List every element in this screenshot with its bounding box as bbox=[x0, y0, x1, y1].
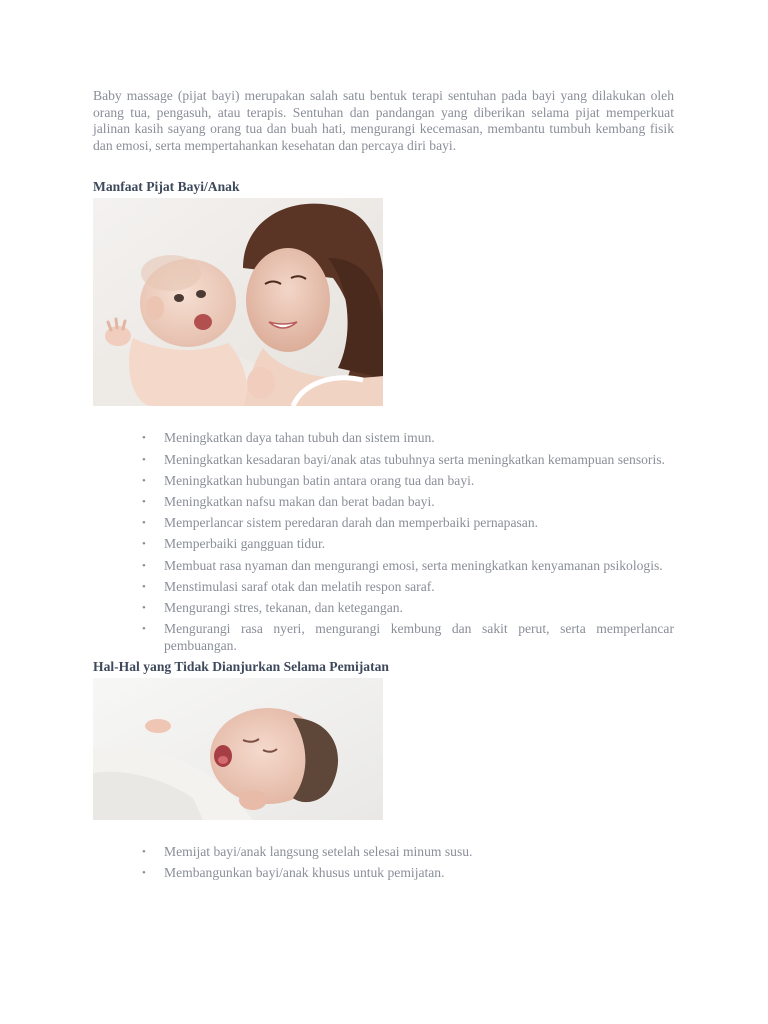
list-item-text: Mengurangi rasa nyeri, mengurangi kembung dan sakit perut, serta memperlancar pembuangan. bbox=[164, 621, 674, 653]
list-item-text: Mengurangi stres, tekanan, dan ketegangan. bbox=[164, 599, 403, 615]
bullet-glyph: • bbox=[142, 432, 146, 445]
bullet-glyph: • bbox=[142, 580, 146, 593]
list-item bbox=[142, 557, 674, 575]
bullet-glyph: • bbox=[142, 495, 146, 508]
list-item bbox=[142, 599, 674, 617]
bullet-glyph: • bbox=[142, 623, 146, 636]
list-item-text: Meningkatkan nafsu makan dan berat badan bayi. bbox=[164, 493, 435, 509]
list-item-text: Memperbaiki gangguan tidur. bbox=[164, 536, 326, 552]
list-item bbox=[142, 621, 674, 654]
list-item bbox=[142, 578, 674, 596]
list-item bbox=[142, 865, 674, 882]
bullet-glyph: • bbox=[142, 538, 146, 551]
list-item bbox=[142, 430, 674, 447]
list-item bbox=[142, 451, 674, 469]
list-item bbox=[142, 472, 674, 490]
bullet-glyph: • bbox=[142, 474, 146, 487]
list-item-text: Memperlancar sistem peredaran darah dan memperbaiki pernapasan. bbox=[164, 515, 539, 531]
bullet-glyph: • bbox=[142, 867, 146, 880]
list-item bbox=[142, 493, 674, 511]
document-content bbox=[93, 88, 674, 886]
list-item-text: Menstimulasi saraf otak dan melatih respon saraf. bbox=[164, 578, 435, 594]
intro-paragraph: Baby massage (pijat bayi) merupakan salah satu bentuk terapi sentuhan pada bayi yang dilakukan oleh orang tua, pengasuh, atau terapis. Sentuhan dan pandangan yang diberikan selama pijat memperkuat jalinan kasih sayang orang tua dan buah hati, mengurangi kecemasan, membantu tumbuh kembang fisik dan emosi, serta mempertahankan kesehatan dan percaya diri bayi. bbox=[93, 88, 674, 153]
list-item bbox=[142, 843, 674, 861]
list-item-text: Meningkatkan kesadaran bayi/anak atas tubuhnya serta meningkatkan kemampuan sensoris. bbox=[164, 451, 665, 467]
bullet-glyph: • bbox=[142, 845, 146, 858]
section-heading-not-recommended: Hal-Hal yang Tidak Dianjurkan Selama Pemijatan bbox=[93, 658, 389, 674]
mother-and-baby-photo bbox=[93, 198, 383, 406]
not-recommended-list bbox=[93, 844, 674, 882]
list-item-text: Membuat rasa nyaman dan mengurangi emosi, serta meningkatkan kenyamanan psikologis. bbox=[164, 557, 663, 573]
crying-baby-photo bbox=[93, 678, 383, 820]
bullet-glyph: • bbox=[142, 559, 146, 572]
benefits-list bbox=[93, 430, 674, 654]
section-heading-benefits: Manfaat Pijat Bayi/Anak bbox=[93, 179, 240, 195]
bullet-glyph: • bbox=[142, 453, 146, 466]
list-item-text: Memijat bayi/anak langsung setelah selesai minum susu. bbox=[164, 843, 473, 859]
list-item-text: Membangunkan bayi/anak khusus untuk pemijatan. bbox=[164, 865, 445, 881]
list-item-text: Meningkatkan daya tahan tubuh dan sistem imun. bbox=[164, 430, 435, 446]
list-item bbox=[142, 536, 674, 553]
bullet-glyph: • bbox=[142, 517, 146, 530]
list-item bbox=[142, 515, 674, 532]
list-item-text: Meningkatkan hubungan batin antara orang tua dan bayi. bbox=[164, 472, 475, 488]
bullet-glyph: • bbox=[142, 601, 146, 614]
